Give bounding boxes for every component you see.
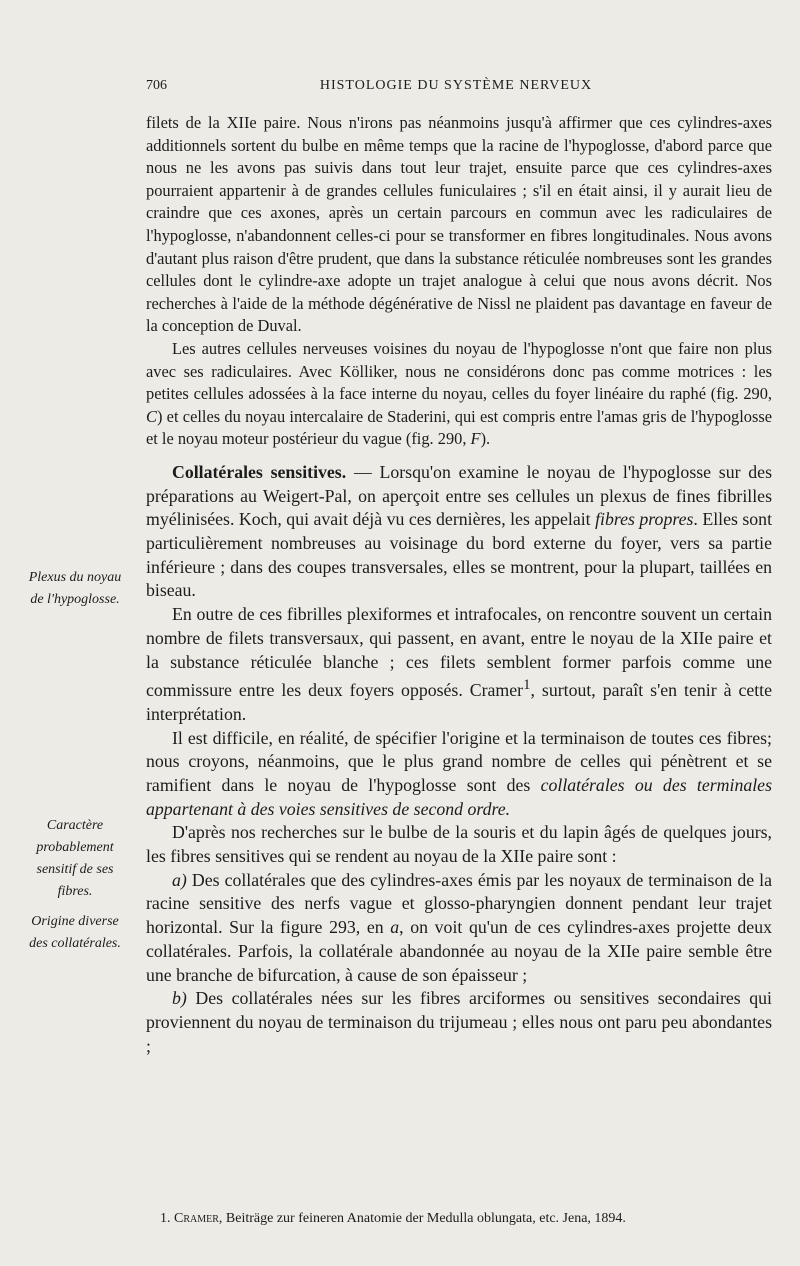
paragraph-5	[146, 727, 772, 822]
figure-letter-a: a	[390, 917, 400, 938]
body-text	[146, 112, 772, 1058]
paragraph-3-text-a: — Lorsqu'on examine le noyau de l'hypoglosse sur des préparations au Weigert-Pal, on aperçoit entre ses cellules un plexus de fines fibrilles myélinisées. Koch, qui avait déjà vu ces dernières, les appelait	[146, 461, 772, 530]
paragraph-2-text-b: ) et celles du noyau intercalaire de Staderini, qui est compris entre l'amas gris de l'hypoglosse et le noyau moteur postérieur du vague (fig. 290,	[146, 406, 772, 449]
paragraph-2-text-a: Les autres cellules nerveuses voisines du noyau de l'hypoglosse n'ont que faire non plus avec ses radiculaires. Avec Kölliker, nous ne considérons donc pas comme motrices : les petites cellules adossées à la face interne du noyau, celles du foyer linéaire du raphé (fig. 290,	[146, 338, 772, 404]
figure-letter-f: F	[470, 429, 481, 449]
list-label-a: a)	[172, 869, 187, 890]
margin-note-origine: Origine diverse des collatérales.	[29, 914, 121, 951]
paragraph-8-text: Des collatérales nées sur les fibres arciformes ou sensitives secondaires qui proviennent du noyau de terminaison du trijumeau ; elles nous ont paru peu abondantes ;	[146, 988, 772, 1056]
footnote-author: Cramer	[174, 1211, 219, 1226]
footnote-number: 1.	[160, 1211, 171, 1226]
section-heading-collaterales: Collatérales sensitives.	[172, 461, 347, 482]
paragraph-4	[146, 603, 772, 726]
paragraph-3	[146, 461, 772, 603]
paragraph-6: D'après nos recherches sur le bulbe de la souris et du lapin âgés de quelques jours, les fibres sensitives qui se rendent au noyau de la XIIe paire sont :	[146, 822, 772, 867]
page-number: 706	[146, 78, 167, 93]
paragraph-4-text-end: , surtout, paraît s'en tenir à cette interprétation.	[146, 680, 772, 724]
margin-note-caractere: Caractère probablement sensitif de ses fibres.	[36, 818, 114, 899]
footnote-ref: 1	[523, 677, 531, 694]
paragraph-7-text-a: Des collatérales que des cylindres-axes émis par les noyaux de terminaison de la racine sensitive des nerfs vague et glosso-pharyngien donnent pendant leur trajet horizontal. Sur la figure 293, en	[146, 869, 772, 938]
paragraph-7	[146, 869, 772, 988]
paragraph-7-text-b: , on voit qu'un de ces cylindres-axes projette deux collatérales. Parfois, la collatérale abandonnée au noyau de la XIIe paire semble être une branche de bifurcation, à cause de son épaisseur ;	[146, 917, 772, 985]
figure-letter-c: C	[146, 406, 157, 426]
term-fibres-propres: fibres propres	[595, 509, 694, 530]
list-label-b: b)	[172, 988, 187, 1009]
paragraph-4-text: En outre de ces fibrilles plexiformes et intrafocales, on rencontre souvent un certain nombre de filets transversaux, qui passent, en avant, entre le noyau de la XIIe paire et la substance réticulée blanche ; ces filets semblent former parfois comme une commissure entre les deux foyers opposés. Cramer	[146, 604, 772, 701]
paragraph-8	[146, 987, 772, 1058]
margin-note-plexus: Plexus du noyau de l'hypoglosse.	[28, 570, 122, 607]
paragraph-1: filets de la XIIe paire. Nous n'irons pas néanmoins jusqu'à affirmer que ces cylindres-axes additionnels sortent du bulbe en même temps que la racine de l'hypoglosse, d'abord parce que nous ne les avons pas suivis dans tout leur trajet, ensuite parce que ces cylindres-axes pourraient appartenir à de grandes cellules funiculaires ; s'il en était ainsi, il y aurait lieu de craindre que ces axones, après un certain parcours en commun avec les radiculaires de l'hypoglosse, n'abandonnent celles-ci pour se transformer en fibres longitudinales. Nous avons d'autant plus raison d'être prudent, que dans la substance réticulée nombreuses sont les grandes cellules dont le cylindre-axe adopte un trajet analogue à celui que nous avons décrit. Nos recherches à l'aide de la méthode dégénérative de Nissl ne plaident pas davantage en faveur de la conception de Duval.	[146, 113, 772, 336]
paragraph-3-text-b: . Elles sont particulièrement nombreuses au voisinage du bord externe du foyer, vers sa partie inférieure ; dans des coupes transversales, elles se montrent, pour la plupart, taillées en biseau.	[146, 509, 773, 601]
paragraph-5-italic: collatérales ou des terminales appartenant à des voies sensitives de second ordre.	[146, 774, 772, 819]
footnote-text: , Beiträge zur feineren Anatomie der Medulla oblungata, etc. Jena, 1894.	[218, 1211, 626, 1226]
paragraph-2-text-c: ).	[480, 429, 491, 449]
paragraph-2	[146, 338, 772, 451]
running-title: HISTOLOGIE DU SYSTÈME NERVEUX	[319, 78, 593, 93]
page-header	[146, 78, 766, 100]
footnote	[160, 1211, 772, 1227]
paragraph-5-text: Il est difficile, en réalité, de spécifier l'origine et la terminaison de toutes ces fibres; nous croyons, néanmoins, que le plus grand nombre de celles qui pénètrent et se ramifient dans le noyau de l'hypoglosse sont des	[146, 727, 772, 795]
